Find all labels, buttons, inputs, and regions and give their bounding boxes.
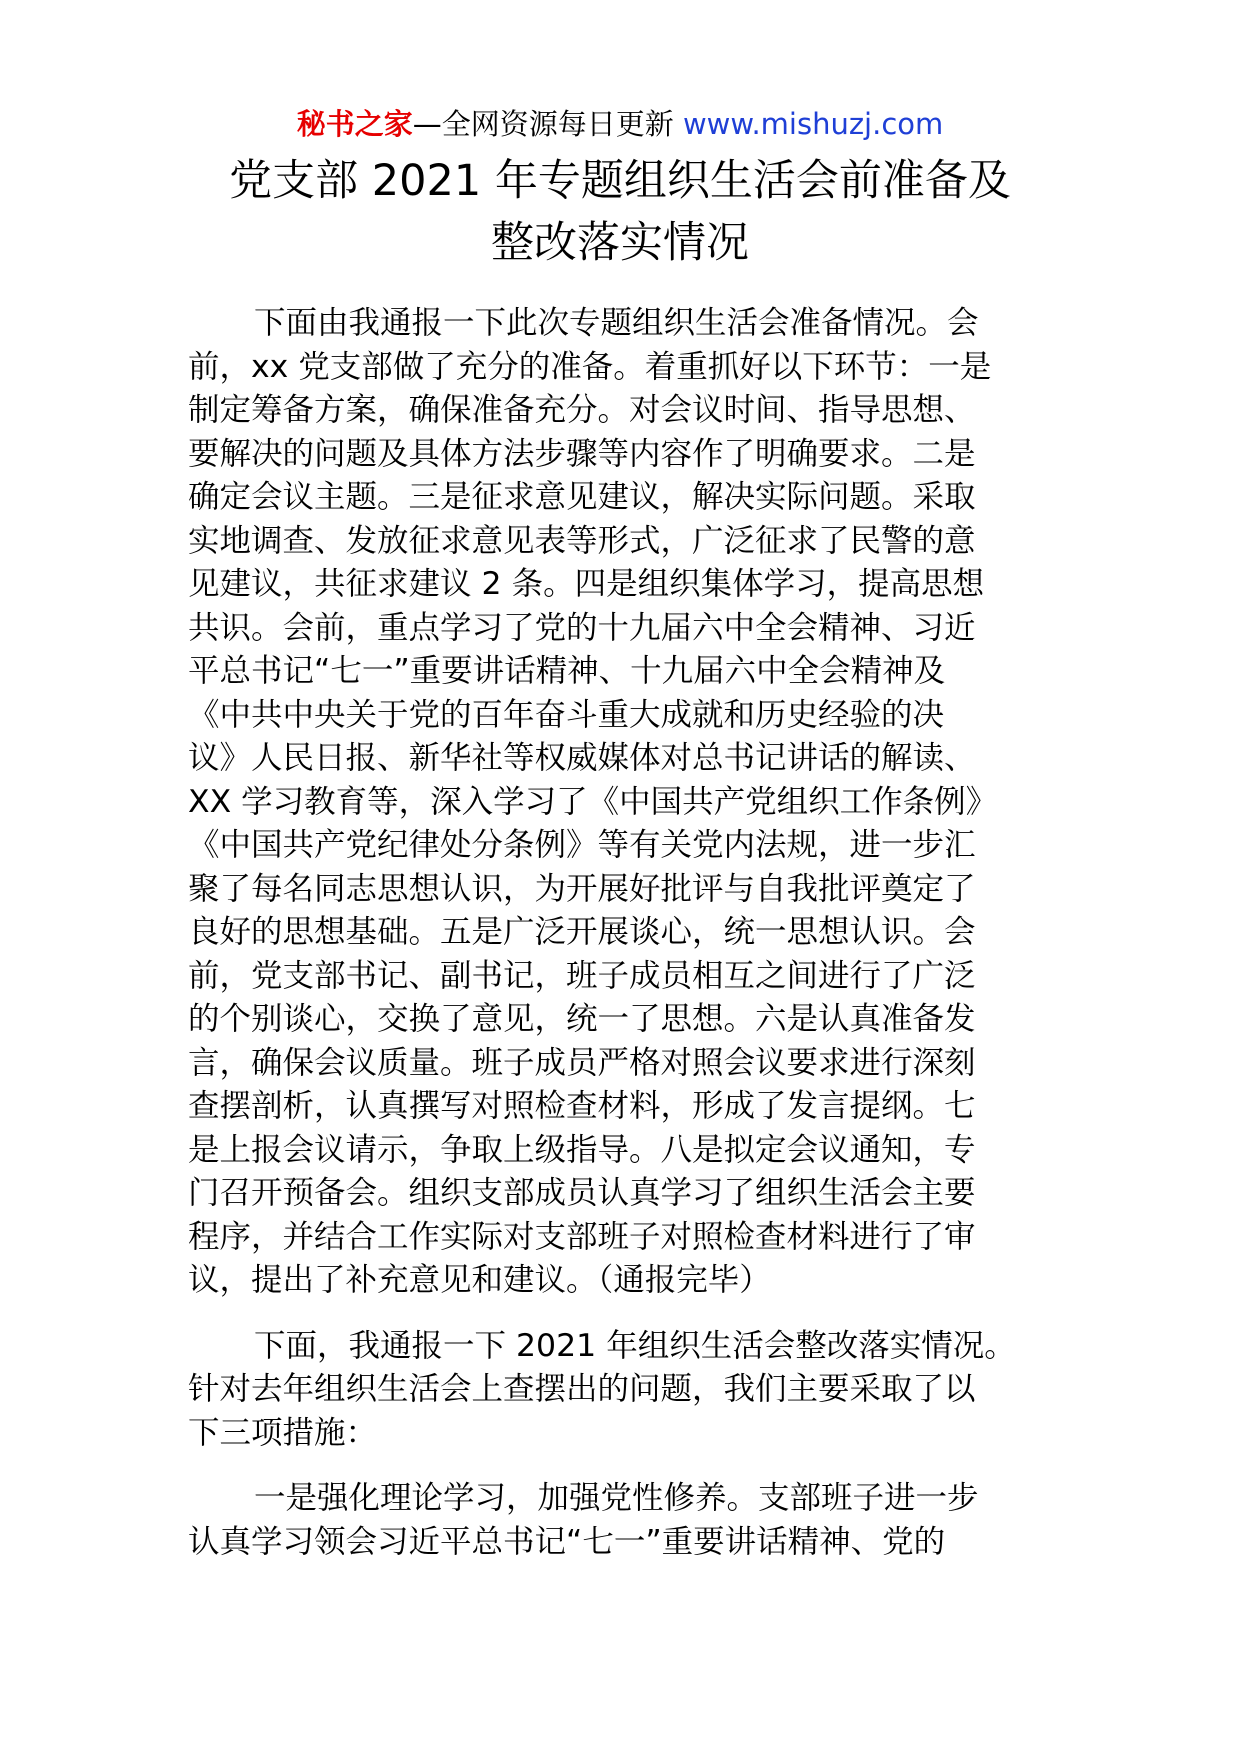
- text-line: 实地调查、发放征求意见表等形式，广泛征求了民警的意: [188, 522, 976, 559]
- text-line: 程序，并结合工作实际对支部班子对照检查材料进行了审: [188, 1218, 976, 1255]
- text-line: 良好的思想基础。五是广泛开展谈心，统一思想认识。会: [188, 914, 976, 950]
- text-line: 下面由我通报一下此次专题组织生活会准备情况。会: [254, 305, 979, 341]
- text-line: 议》人民日报、新华社等权威媒体对总书记讲话的解读、: [188, 740, 976, 776]
- text-line: 制定筹备方案，确保准备充分。对会议时间、指导思想、: [188, 392, 976, 428]
- text-line: 针对去年组织生活会上查摆出的问题，我们主要采取了以: [188, 1371, 976, 1407]
- text-line: 见建议，共征求建议 2 条。四是组织集体学习，提高思想: [188, 566, 985, 602]
- text-line: 的个别谈心，交换了意见，统一了思想。六是认真准备发: [188, 1001, 976, 1037]
- text-line: 前，党支部书记、副书记，班子成员相互之间进行了广泛: [188, 957, 976, 994]
- text-line: 查摆剖析，认真撰写对照检查材料，形成了发言提纲。七: [188, 1088, 976, 1124]
- text-line: 下面，我通报一下 2021 年组织生活会整改落实情况。: [254, 1327, 1016, 1364]
- paragraph-measure-one: [188, 1477, 1068, 1564]
- text-line: 聚了每名同志思想认识，为开展好批评与自我批评奠定了: [188, 870, 976, 907]
- document-body: [188, 302, 1068, 1586]
- site-url[interactable]: www.mishuzj.com: [682, 107, 944, 141]
- text-line: 是上报会议请示，争取上级指导。八是拟定会议通知，专: [188, 1131, 976, 1168]
- text-line: 言，确保会议质量。班子成员严格对照会议要求进行深刻: [188, 1044, 976, 1081]
- text-line: XX 学习教育等，深入学习了《中国共产党组织工作条例》: [188, 783, 998, 820]
- text-line: 下三项措施：: [188, 1414, 378, 1451]
- text-line: 门召开预备会。组织支部成员认真学习了组织生活会主要: [188, 1175, 976, 1211]
- text-line: 平总书记“七一”重要讲话精神、十九届六中全会精神及: [188, 653, 946, 689]
- title-line-2: 整改落实情况: [491, 218, 749, 268]
- text-line: 确定会议主题。三是征求意见建议，解决实际问题。采取: [188, 479, 976, 515]
- brand-name: 秘书之家: [296, 107, 413, 141]
- document-title: [150, 150, 1090, 274]
- paragraph-rectification-intro: [188, 1325, 1068, 1456]
- header-tagline: —全网资源每日更新: [412, 107, 674, 141]
- text-line: 要解决的问题及具体方法步骤等内容作了明确要求。二是: [188, 435, 976, 472]
- text-line: 认真学习领会习近平总书记“七一”重要讲话精神、党的: [188, 1523, 946, 1560]
- text-line: 《中国共产党纪律处分条例》等有关党内法规，进一步汇: [188, 827, 976, 863]
- text-line: 共识。会前，重点学习了党的十九届六中全会精神、习近: [188, 609, 976, 646]
- text-line: 一是强化理论学习，加强党性修养。支部班子进一步: [254, 1480, 979, 1516]
- title-line-1: 党支部 2021 年专题组织生活会前准备及: [229, 156, 1011, 206]
- paragraph-meeting-preparation: [188, 302, 1068, 1303]
- text-line: 前，xx 党支部做了充分的准备。着重抓好以下环节：一是: [188, 348, 992, 385]
- text-line: 《中共中央关于党的百年奋斗重大成就和历史经验的决: [188, 696, 945, 733]
- text-line: 议，提出了补充意见和建议。（通报完毕）: [188, 1262, 771, 1298]
- site-header: [0, 102, 1240, 146]
